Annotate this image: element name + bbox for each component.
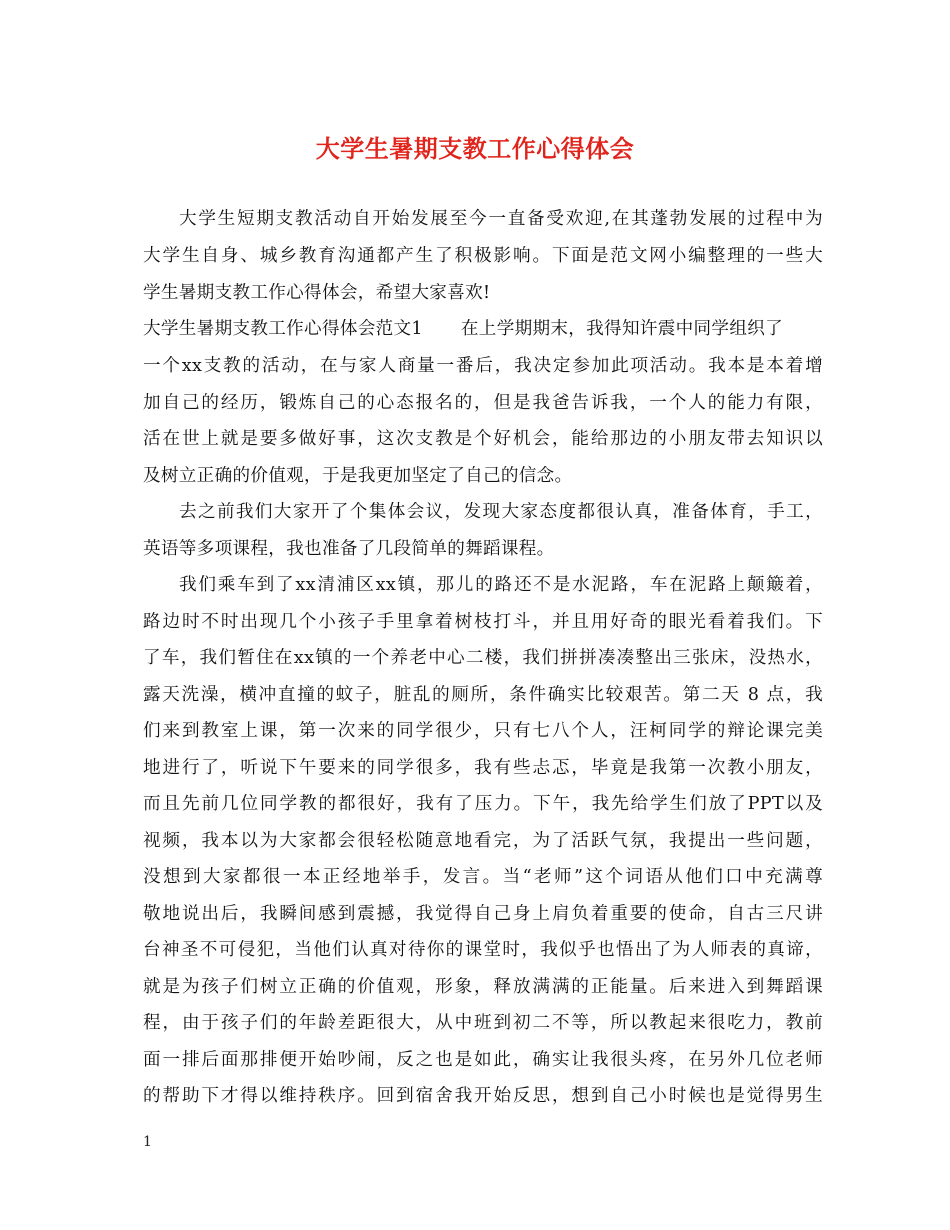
text-line: 我们乘车到了xx清浦区xx镇，那儿的路还不是水泥路，车在泥路上颠簸着， bbox=[179, 575, 823, 595]
text-line: 加自己的经历，锻炼自己的心态报名的，但是我爸告诉我，一个人的能力有限， bbox=[143, 393, 823, 413]
text-line: 们来到教室上课，第一次来的同学很少，只有七八个人，汪柯同学的辩论课完美 bbox=[143, 721, 823, 741]
text-line: 大学生自身、城乡教育沟通都产生了积极影响。下面是范文网小编整理的一些大 bbox=[143, 246, 823, 266]
text-line: 露天洗澡，横冲直撞的蚊子，脏乱的厕所，条件确实比较艰苦。第二天 8 点，我 bbox=[143, 685, 823, 705]
text-line: 就是为孩子们树立正确的价值观，形象，释放满满的正能量。后来进入到舞蹈课 bbox=[143, 977, 823, 997]
text-line: 路边时不时出现几个小孩子手里拿着树枝打斗，并且用好奇的眼光看着我们。下 bbox=[143, 612, 823, 632]
text-line: 没想到大家都很一本正经地举手，发言。当“老师”这个词语从他们口中充满尊 bbox=[143, 867, 823, 887]
text-line: 去之前我们大家开了个集体会议，发现大家态度都很认真，准备体育，手工， bbox=[179, 502, 823, 522]
text-line: 视频，我本以为大家都会很轻松随意地看完，为了活跃气氛，我提出一些问题， bbox=[143, 831, 823, 851]
text-line: 地进行了，听说下午要来的同学很多，我有些忐忑，毕竟是我第一次教小朋友， bbox=[143, 758, 823, 778]
text-line: 而且先前几位同学教的都很好，我有了压力。下午，我先给学生们放了PPT以及 bbox=[143, 794, 823, 814]
text-line: 活在世上就是要多做好事，这次支教是个好机会，能给那边的小朋友带去知识以 bbox=[143, 429, 823, 449]
text-line bbox=[143, 314, 823, 344]
text-line: 了车，我们暂住在xx镇的一个养老中心二楼，我们拼拼凑凑整出三张床，没热水， bbox=[143, 648, 823, 668]
text-line: 程，由于孩子们的年龄差距很大，从中班到初二不等，所以教起来很吃力，教前 bbox=[143, 1013, 823, 1033]
document-title: 大学生暑期支教工作心得体会 bbox=[315, 134, 635, 163]
text-line: 台神圣不可侵犯，当他们认真对待你的课堂时，我似乎也悟出了为人师表的真谛， bbox=[143, 940, 823, 960]
text-line: 敬地说出后，我瞬间感到震撼，我觉得自己身上肩负着重要的使命，自古三尺讲 bbox=[143, 904, 823, 924]
text-line: 的帮助下才得以维持秩序。回到宿舍我开始反思，想到自己小时候也是觉得男生 bbox=[143, 1086, 823, 1106]
text-line: 英语等多项课程，我也准备了几段简单的舞蹈课程。 bbox=[143, 539, 555, 559]
text-line: 及树立正确的价值观，于是我更加坚定了自己的信念。 bbox=[143, 466, 573, 486]
section-heading: 大学生暑期支教工作心得体会范文1 bbox=[143, 319, 423, 339]
text-line: 一个xx支教的活动，在与家人商量一番后，我决定参加此项活动。我本是本着增 bbox=[143, 356, 823, 376]
page-number: 1 bbox=[143, 1134, 152, 1150]
text-line: 学生暑期支教工作心得体会，希望大家喜欢! bbox=[143, 283, 491, 303]
text-line: 大学生短期支教活动自开始发展至今一直备受欢迎,在其蓬勃发展的过程中为 bbox=[179, 209, 823, 229]
text-line: 面一排后面那排便开始吵闹，反之也是如此，确实让我很头疼，在另外几位老师 bbox=[143, 1050, 823, 1070]
inline-text: 在上学期期末，我得知许震中同学组织了 bbox=[460, 319, 783, 339]
